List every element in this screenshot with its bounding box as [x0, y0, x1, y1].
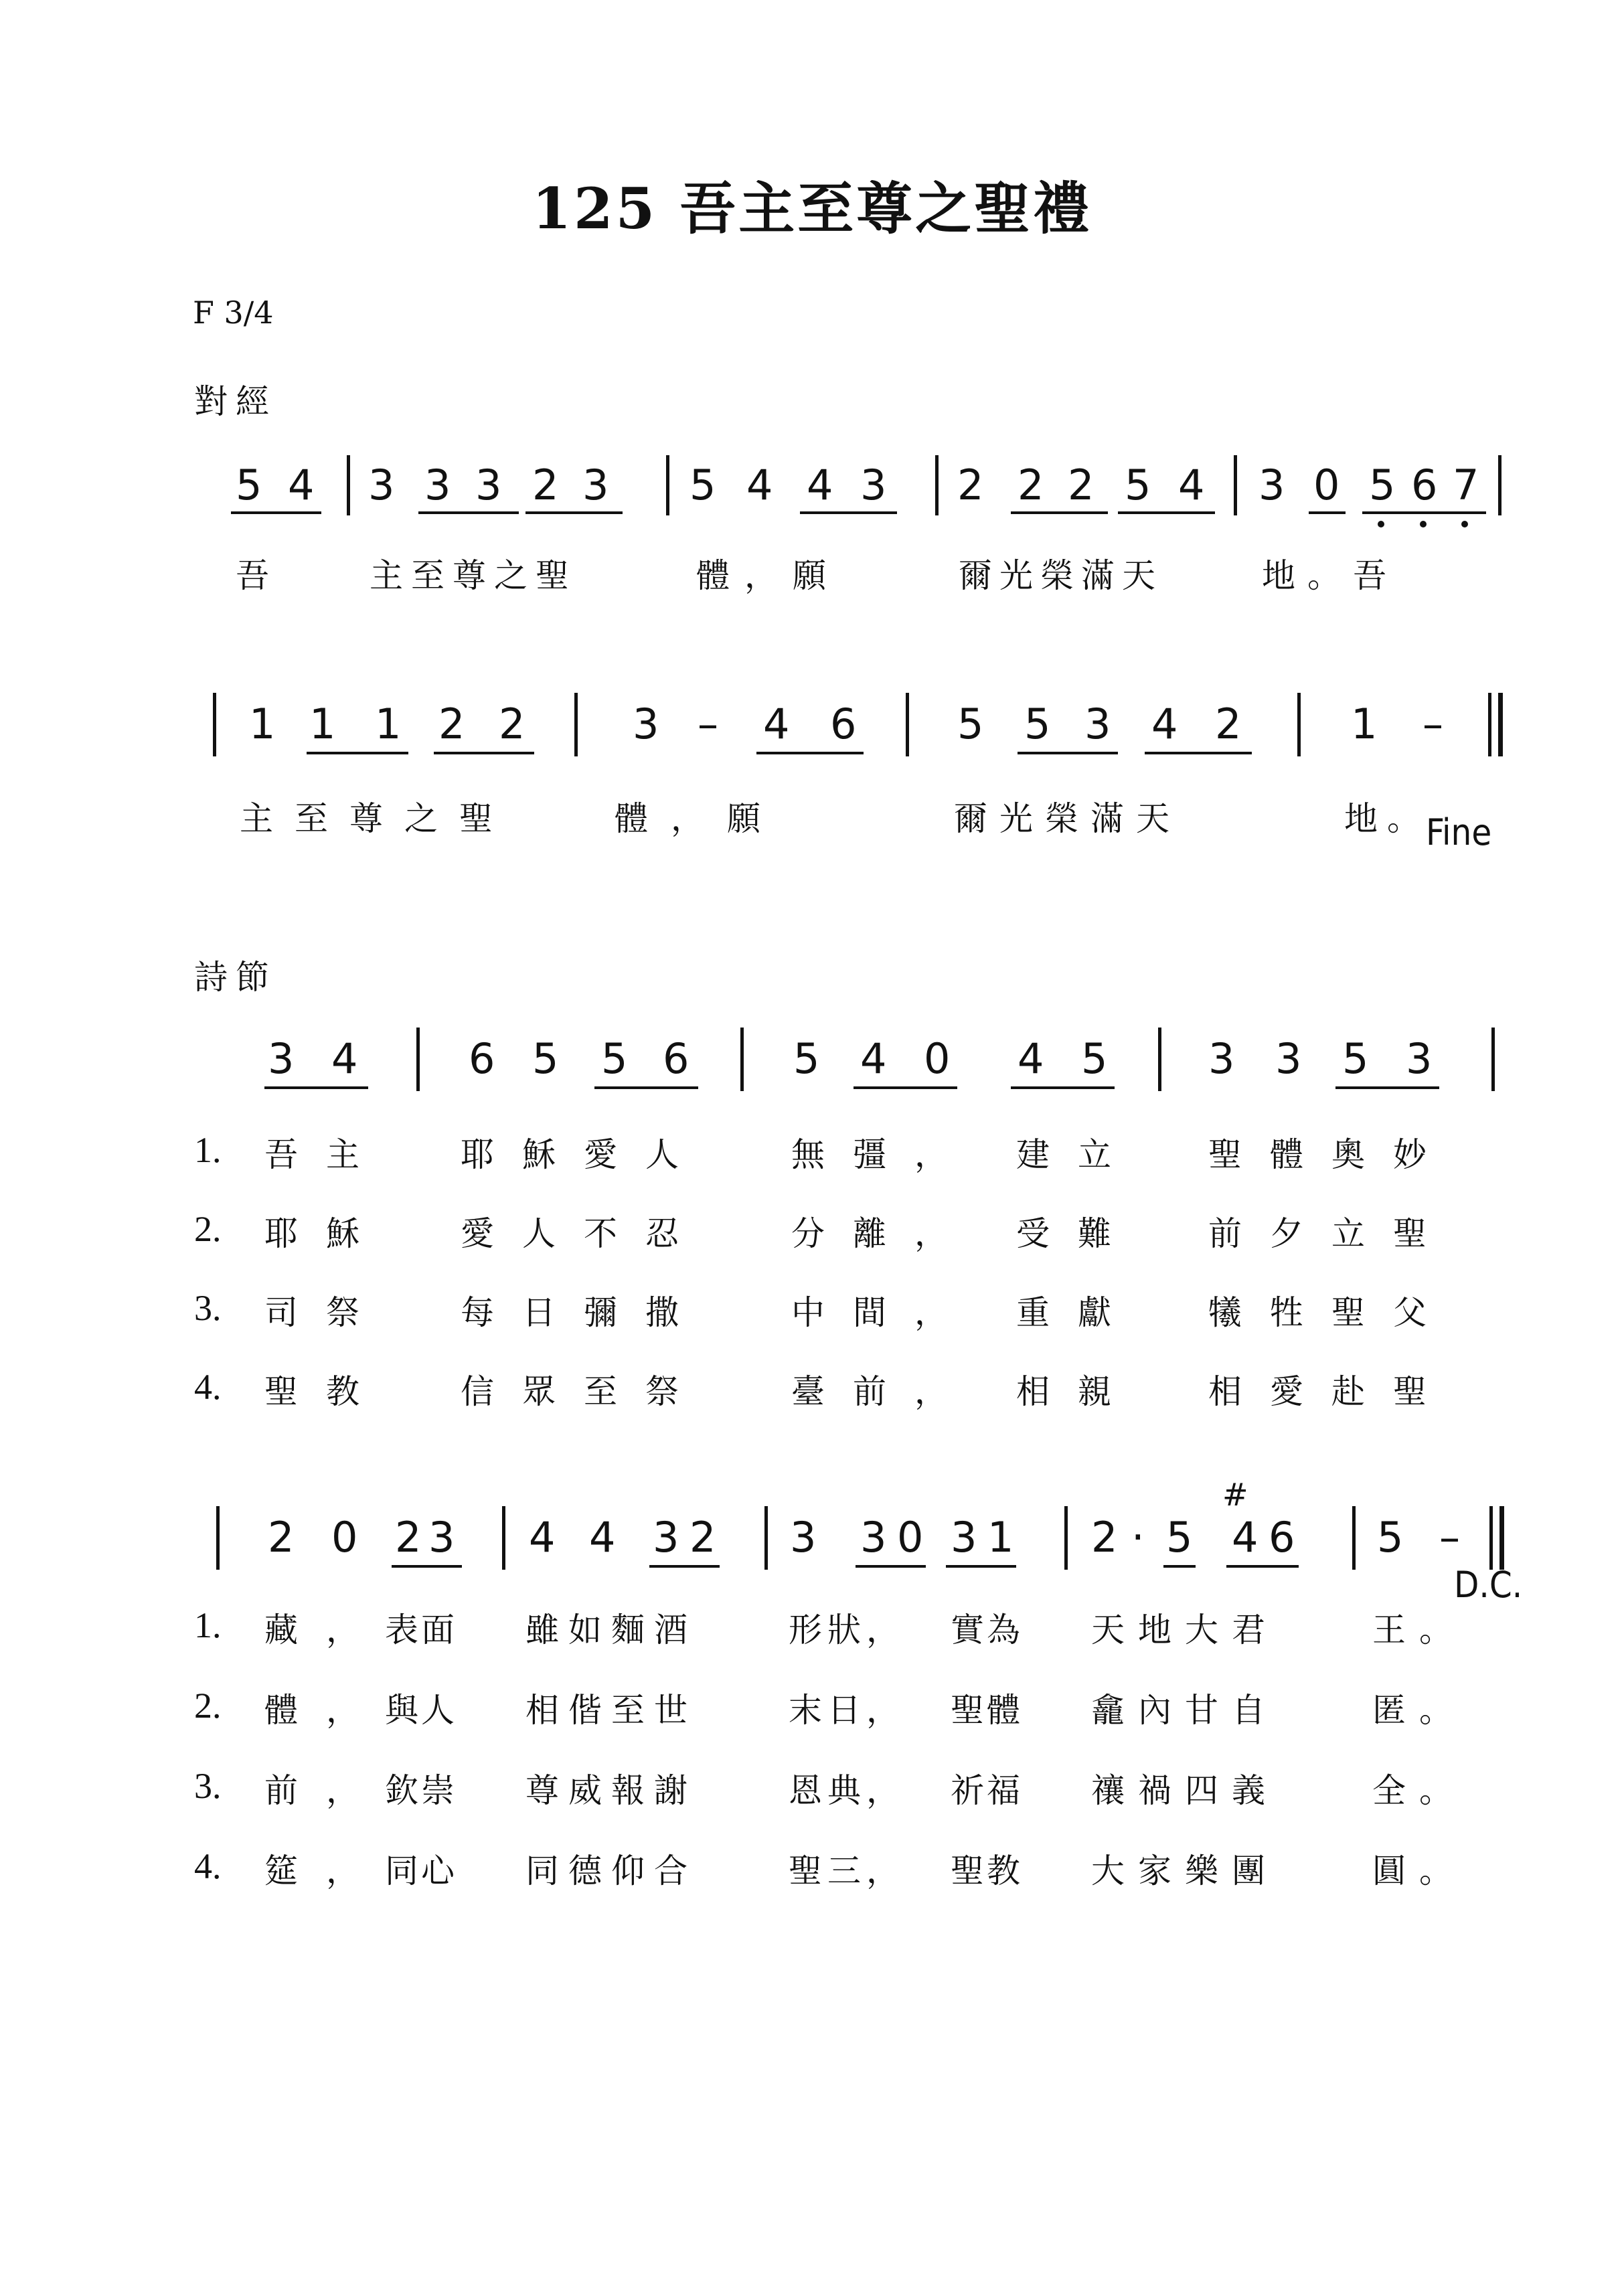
verse-number: 2. [194, 1209, 222, 1249]
note: 0 [1313, 461, 1340, 509]
lyric: 相偕至世 [525, 1691, 697, 1730]
verse-number: 1. [194, 1130, 222, 1170]
lyric: 形狀， [789, 1611, 905, 1649]
lyric: 王。 [1372, 1611, 1466, 1649]
underline [1362, 511, 1486, 514]
note: 1 [1351, 700, 1378, 748]
refrain-lyric: 爾光榮滿天 [959, 556, 1163, 595]
lyric: 體， [264, 1691, 388, 1730]
underline [856, 1565, 926, 1568]
final-barline [1489, 1506, 1493, 1570]
lyric: 每日彌撒 [461, 1293, 707, 1332]
refrain-lyric: 爾光榮滿天 [954, 799, 1182, 838]
verse-number: 3. [194, 1766, 222, 1806]
lyric: 末日， [789, 1691, 905, 1730]
note: 6 [830, 700, 857, 748]
note: 5 [601, 1034, 628, 1083]
note: 3 [368, 461, 395, 509]
note: 5 [1125, 461, 1151, 509]
barline [1158, 1028, 1161, 1091]
lyric: 雖如麵酒 [525, 1611, 697, 1649]
note: 0 [331, 1513, 358, 1562]
note: 4 [1178, 461, 1205, 509]
note: 5 [793, 1034, 820, 1083]
note: 2 [1018, 461, 1044, 509]
final-barline [1499, 1506, 1504, 1570]
verse-lyric-row [0, 1603, 1624, 1649]
lyric: 犧牲聖父 [1208, 1293, 1455, 1332]
barline [574, 693, 578, 756]
note: 3 [951, 1513, 977, 1562]
lyric: 聖教 [951, 1852, 1023, 1890]
lyric: 吾主 [264, 1135, 388, 1174]
note: 2 [395, 1513, 422, 1562]
barline [906, 693, 909, 756]
lyric: 天地大君 [1091, 1611, 1279, 1649]
note: 5 [532, 1034, 559, 1083]
lyric: 藏， [264, 1611, 388, 1649]
barline [1352, 1506, 1356, 1570]
lyric: 匿。 [1372, 1691, 1466, 1730]
note: 1 [375, 700, 402, 748]
note: 2 [689, 1513, 716, 1562]
note: – [698, 700, 718, 748]
underline [1309, 511, 1346, 514]
refrain-lyric: 地。 [1344, 799, 1430, 838]
note: 5 [957, 700, 984, 748]
note: 5 [1369, 461, 1396, 509]
note: 6 [1269, 1513, 1295, 1562]
lyric: 無彊， [791, 1135, 976, 1174]
underline [854, 1086, 957, 1089]
verse-lyric-row [0, 1684, 1624, 1730]
note: 0 [897, 1513, 924, 1562]
lyric: 信眾至祭 [461, 1372, 707, 1411]
refrain-lyric: 主至尊之聖 [240, 799, 514, 838]
barline [764, 1506, 768, 1570]
underline [946, 1565, 1016, 1568]
note: 2 [1091, 1513, 1118, 1562]
verse-lyric-row [0, 1844, 1624, 1890]
lyric: 受難 [1016, 1214, 1139, 1253]
verse-number: 2. [194, 1686, 222, 1726]
refrain-lyric: 體，願 [615, 799, 783, 838]
refrain-lyric: 體，願 [696, 556, 841, 595]
note: 4 [763, 700, 790, 748]
final-barline [1498, 693, 1503, 756]
note: 4 [1151, 700, 1178, 748]
barline [1064, 1506, 1068, 1570]
refrain-lyric: 吾 [236, 556, 269, 595]
lyric: 司祭 [264, 1293, 388, 1332]
lower-octave-dot [1378, 521, 1384, 527]
underline [1335, 1086, 1439, 1089]
lyric: 欽崇 [385, 1771, 457, 1810]
lyric: 表面 [385, 1611, 457, 1649]
lyric: 耶穌 [264, 1214, 388, 1253]
underline [1011, 1086, 1115, 1089]
lyric: 與人 [385, 1691, 457, 1730]
note: 5 [1024, 700, 1051, 748]
note: – [1439, 1513, 1460, 1562]
lyric: 實為 [951, 1611, 1023, 1649]
note: – [1423, 700, 1443, 748]
lower-octave-dot [1420, 521, 1427, 527]
lyric: 分離， [791, 1214, 976, 1253]
note: · [1131, 1513, 1145, 1562]
note: 6 [469, 1034, 495, 1083]
lyric: 前夕立聖 [1208, 1214, 1455, 1253]
lower-octave-dot [1461, 521, 1468, 527]
lyric: 相愛赴聖 [1208, 1372, 1455, 1411]
note: 3 [653, 1513, 679, 1562]
underline [800, 511, 897, 514]
underline [307, 752, 408, 754]
note: 2 [268, 1513, 295, 1562]
note: 4 [288, 461, 315, 509]
note: 2 [1215, 700, 1242, 748]
lyric: 臺前， [791, 1372, 976, 1411]
lyric: 圓。 [1372, 1852, 1466, 1890]
sharp-sign: # [1222, 1477, 1248, 1513]
underline [525, 511, 623, 514]
note: 3 [268, 1034, 295, 1083]
verse-lyric-row [0, 1365, 1624, 1411]
underline [594, 1086, 698, 1089]
lyric: 耶穌愛人 [461, 1135, 707, 1174]
note: 4 [746, 461, 773, 509]
note: 4 [807, 461, 833, 509]
underline [756, 752, 864, 754]
lyric: 龕內甘自 [1091, 1691, 1279, 1730]
verse-lyric-row [0, 1128, 1624, 1174]
note: 3 [860, 461, 887, 509]
note: 4 [331, 1034, 358, 1083]
note: 3 [790, 1513, 817, 1562]
refrain-label: 對經 [194, 382, 277, 421]
lyric: 祈福 [951, 1771, 1023, 1810]
note: 3 [475, 461, 502, 509]
note: 5 [689, 461, 716, 509]
note: 5 [1166, 1513, 1193, 1562]
refrain-lyric: 地。吾 [1262, 556, 1398, 595]
verse-number: 4. [194, 1846, 222, 1886]
lyric: 大家樂團 [1091, 1852, 1279, 1890]
note: 5 [236, 461, 262, 509]
refrain-notation-line-1 [0, 455, 1624, 549]
verse-lyric-row [0, 1286, 1624, 1332]
note: 4 [1232, 1513, 1258, 1562]
fine-marking: Fine [1426, 811, 1492, 853]
note: 0 [924, 1034, 951, 1083]
lyric: 中間， [791, 1293, 976, 1332]
refrain-notation-line-2 [0, 693, 1624, 787]
barline [740, 1028, 744, 1091]
note: 3 [424, 461, 451, 509]
barline [502, 1506, 505, 1570]
barline [213, 693, 216, 756]
barline [216, 1506, 220, 1570]
verse-number: 4. [194, 1367, 222, 1407]
note: 5 [1081, 1034, 1108, 1083]
verse-lyric-row [0, 1764, 1624, 1810]
verse-lyrics-block-2 [0, 1603, 1624, 1890]
underline [1163, 1565, 1196, 1568]
underline [1011, 511, 1108, 514]
underline [434, 752, 534, 754]
final-barline [1488, 693, 1491, 756]
barline [1498, 455, 1501, 515]
lyric: 聖三， [789, 1852, 905, 1890]
lyric: 聖體奧妙 [1208, 1135, 1455, 1174]
note: 3 [582, 461, 609, 509]
verse-lyric-row [0, 1207, 1624, 1253]
barline [416, 1028, 420, 1091]
note: 3 [1275, 1034, 1302, 1083]
lyric: 禳禍四義 [1091, 1771, 1279, 1810]
underline [264, 1086, 368, 1089]
note: 6 [663, 1034, 689, 1083]
note: 4 [589, 1513, 616, 1562]
lyric: 聖教 [264, 1372, 388, 1411]
note: 2 [532, 461, 559, 509]
lyric: 尊威報謝 [525, 1771, 697, 1810]
lyric: 前， [264, 1771, 388, 1810]
underline [231, 511, 321, 514]
underline [1118, 511, 1215, 514]
lyric: 全。 [1372, 1771, 1466, 1810]
underline [1145, 752, 1252, 754]
note: 5 [1377, 1513, 1404, 1562]
note: 3 [633, 700, 659, 748]
verse-notation-line-1 [0, 1028, 1624, 1121]
lyric: 聖體 [951, 1691, 1023, 1730]
barline [935, 455, 939, 515]
note: 3 [1208, 1034, 1235, 1083]
underline [1226, 1565, 1299, 1568]
underline [1018, 752, 1118, 754]
note: 3 [860, 1513, 887, 1562]
note: 1 [987, 1513, 1014, 1562]
lyric: 筵， [264, 1852, 388, 1890]
lyric: 愛人不忍 [461, 1214, 707, 1253]
barline [1491, 1028, 1495, 1091]
note: 3 [1084, 700, 1111, 748]
verse-number: 1. [194, 1605, 222, 1645]
underline [418, 511, 519, 514]
lyric: 同德仰合 [525, 1852, 697, 1890]
refrain-lyric: 主至尊之聖 [370, 556, 577, 595]
note: 4 [529, 1513, 556, 1562]
verse-number: 3. [194, 1288, 222, 1328]
hymn-title: 125 吾主至尊之聖禮 [532, 175, 1092, 242]
note: 2 [1068, 461, 1094, 509]
lyric: 重獻 [1016, 1293, 1139, 1332]
barline [666, 455, 669, 515]
lyric: 相親 [1016, 1372, 1139, 1411]
lyric: 同心 [385, 1852, 457, 1890]
note: 7 [1453, 461, 1479, 509]
note: 2 [499, 700, 525, 748]
note: 2 [438, 700, 465, 748]
note: 1 [249, 700, 276, 748]
verse-notation-line-2 [0, 1477, 1624, 1600]
key-time-signature: F 3/4 [193, 295, 274, 331]
note: 3 [428, 1513, 455, 1562]
note: 4 [1018, 1034, 1044, 1083]
note: 6 [1411, 461, 1438, 509]
note: 3 [1406, 1034, 1433, 1083]
underline [649, 1565, 720, 1568]
barline [1297, 693, 1301, 756]
note: 2 [957, 461, 984, 509]
note: 4 [860, 1034, 887, 1083]
verse-label: 詩節 [194, 958, 277, 997]
barline [347, 455, 350, 515]
lyric: 建立 [1016, 1135, 1139, 1174]
lyric: 恩典， [789, 1771, 905, 1810]
note: 1 [309, 700, 336, 748]
verse-lyrics-block-1 [0, 1128, 1624, 1411]
underline [392, 1565, 462, 1568]
note: 5 [1342, 1034, 1369, 1083]
note: 3 [1258, 461, 1285, 509]
dc-marking: D.C. [1454, 1564, 1523, 1606]
barline [1234, 455, 1237, 515]
